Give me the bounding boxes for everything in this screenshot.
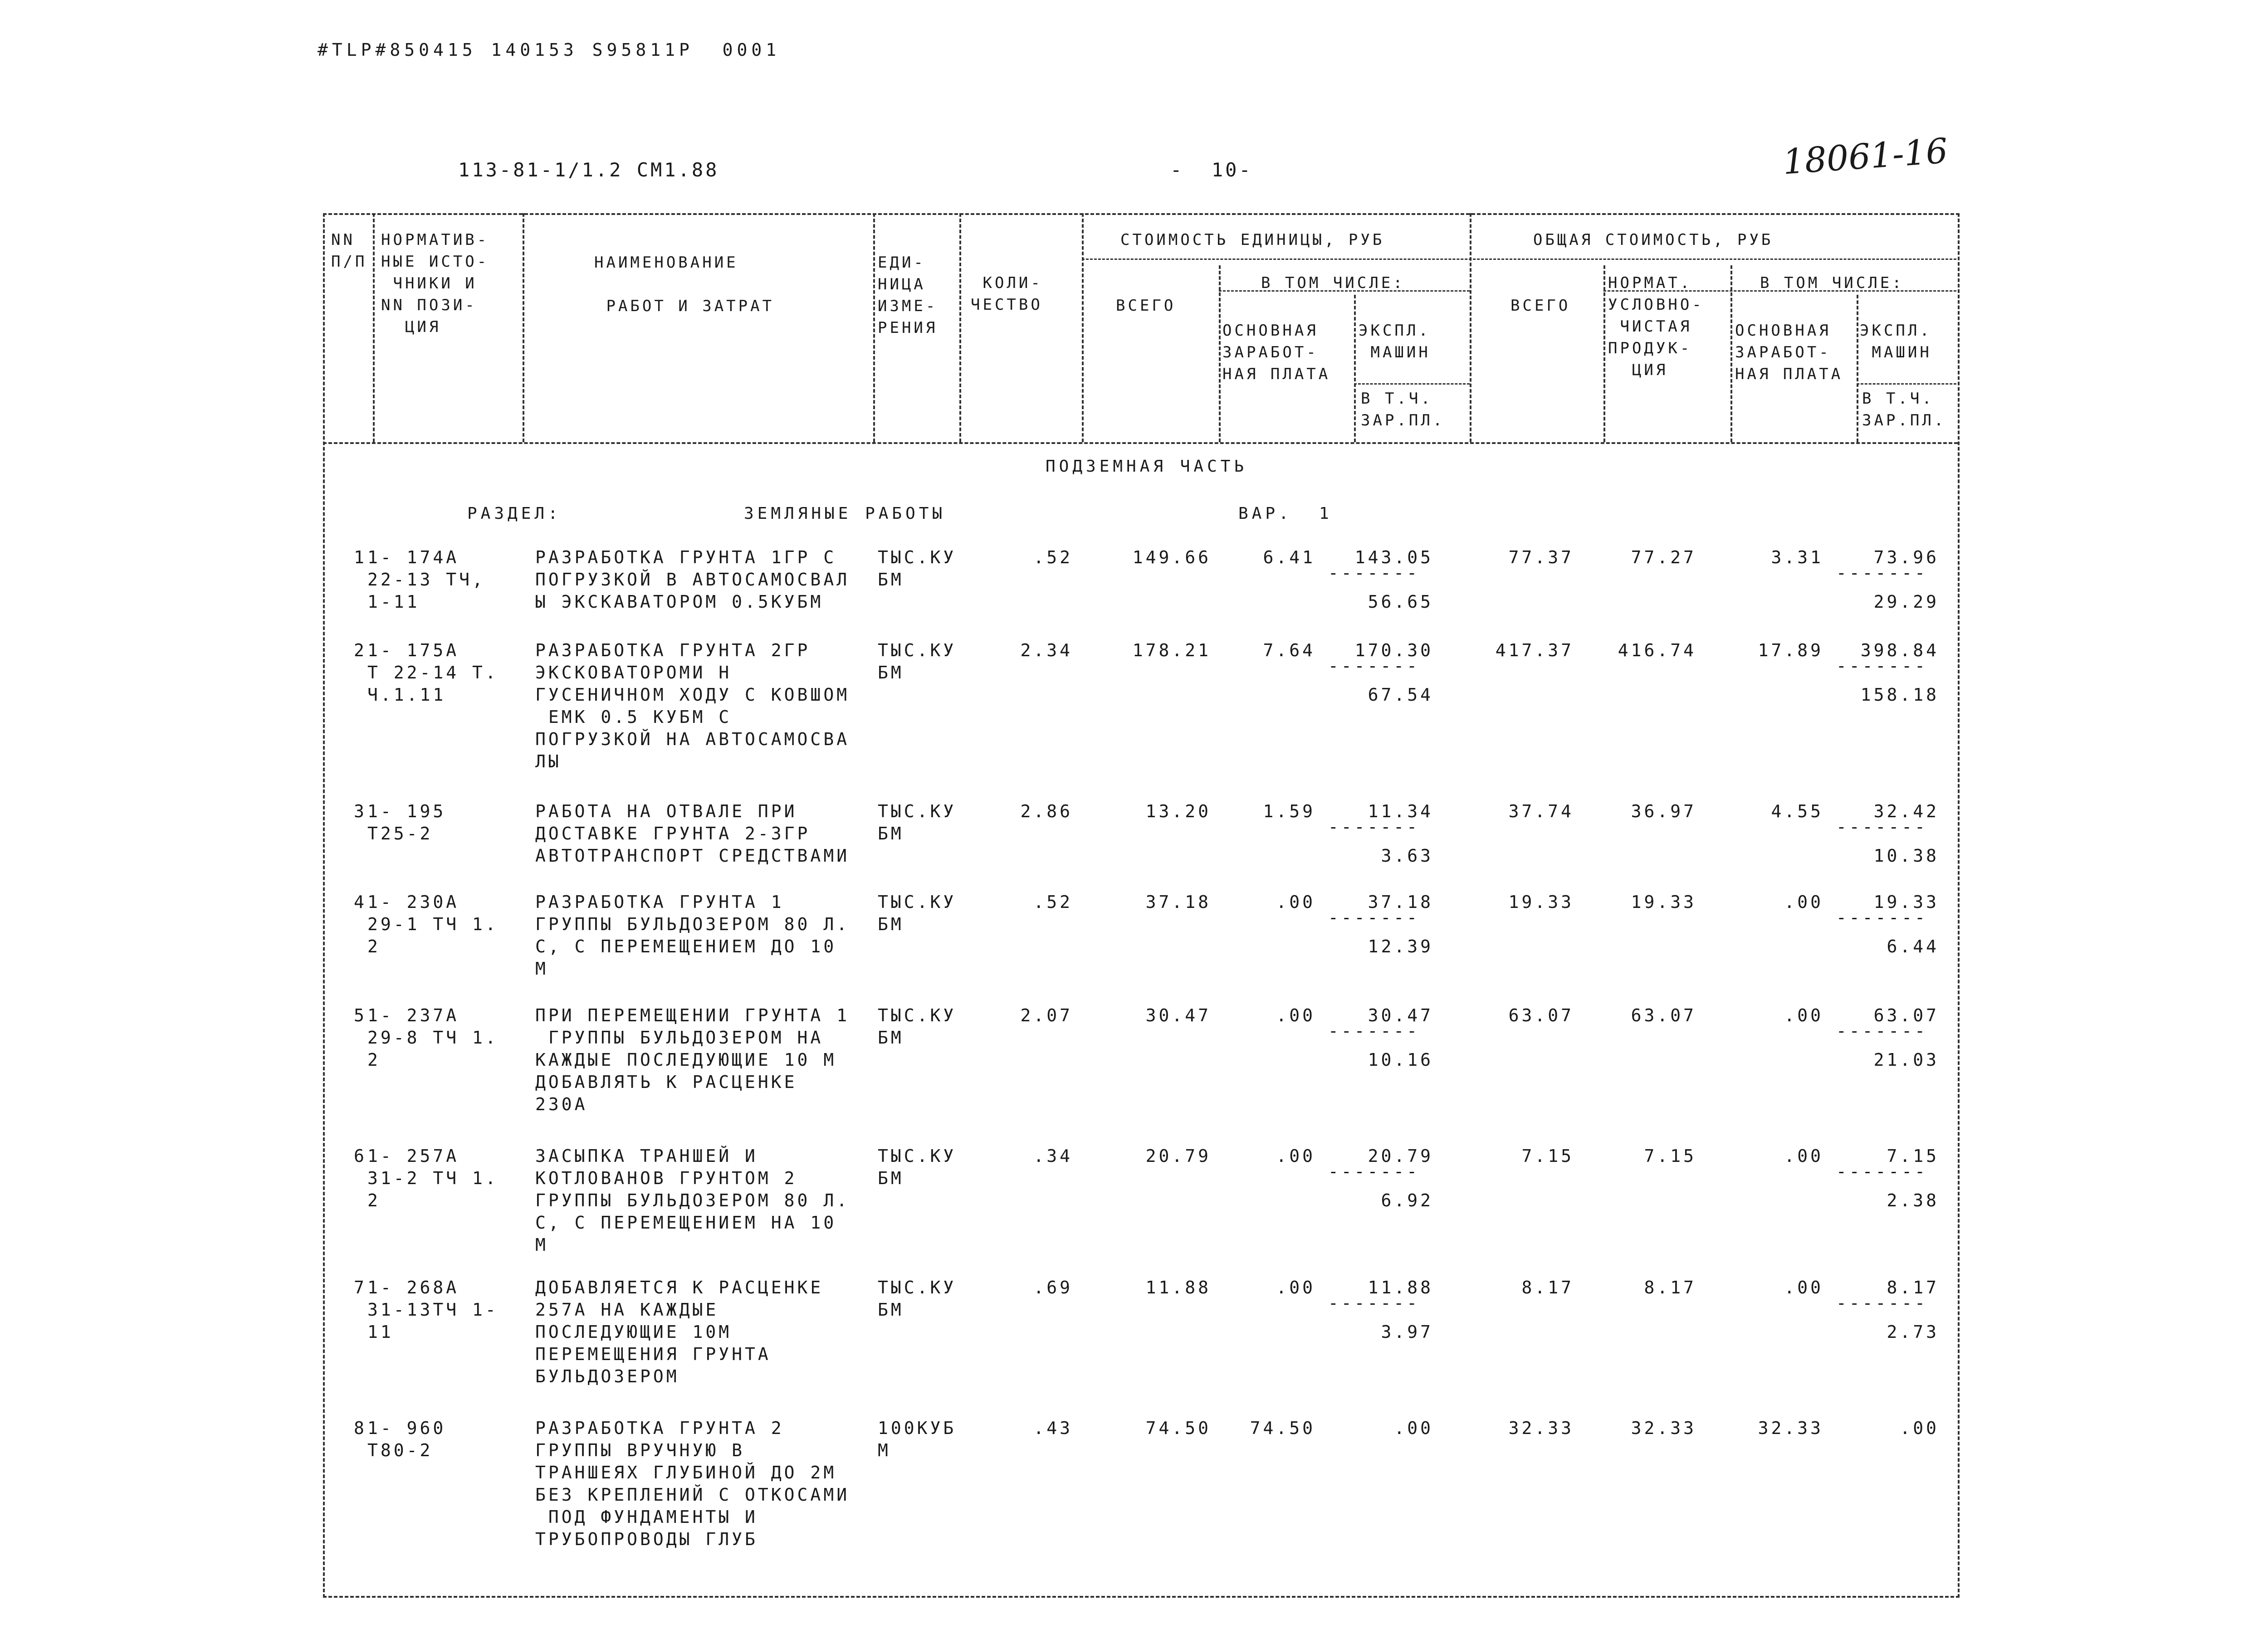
row-unit-separator: ------- [1328, 1293, 1420, 1313]
row-unit-machine-wage: 67.54 [1368, 685, 1433, 705]
divider [1470, 213, 1471, 442]
row-unit-machine: 170.30 [1354, 640, 1433, 660]
system-line: #TLP#850415 140153 S95811P 0001 [318, 40, 781, 60]
row-total-machine: 19.33 [1873, 892, 1939, 912]
header-norm-clean: НОРМАТ. УСЛОВНО- ЧИСТАЯ ПРОДУК- ЦИЯ [1608, 274, 1704, 379]
header-total-machine: ЭКСПЛ. МАШИН [1860, 322, 1932, 361]
row-unit-wage: 6.41 [1263, 547, 1315, 567]
row-total-machine-wage: 6.44 [1887, 937, 1939, 956]
header-total-incl: В ТОМ ЧИСЛЕ: [1760, 274, 1904, 292]
row-total-machine-wage: 158.18 [1860, 685, 1939, 705]
row-total: 7.15 [1521, 1146, 1574, 1166]
row-number: 1 [354, 547, 367, 567]
razdel-label: РАЗДЕЛ: [467, 504, 562, 523]
row-norm-clean: 77.27 [1631, 547, 1696, 567]
header-norm: НОРМАТИВ- НЫЕ ИСТО- ЧНИКИ И NN ПОЗИ- ЦИЯ [381, 231, 489, 336]
header-unit-cost: СТОИМОСТЬ ЕДИНИЦЫ, РУБ [1120, 231, 1385, 249]
row-norm-source: 1- 960 Т80-2 [367, 1418, 446, 1460]
row-total-separator: ------- [1836, 1293, 1928, 1313]
row-unit-separator: ------- [1328, 817, 1420, 837]
variant-label: ВАР. 1 [1238, 504, 1333, 523]
divider [1603, 265, 1605, 442]
row-total: 19.33 [1508, 892, 1574, 912]
row-quantity: 2.07 [1020, 1005, 1073, 1025]
row-total-machine: 7.15 [1887, 1146, 1939, 1166]
row-unit-total: 30.47 [1145, 1005, 1211, 1025]
row-quantity: .34 [1033, 1146, 1073, 1166]
row-unit: ТЫС.КУ БМ [878, 547, 957, 590]
row-norm-source: 1- 237А 29-8 ТЧ 1. 2 [367, 1005, 499, 1070]
row-total: 32.33 [1508, 1418, 1574, 1438]
row-total-separator: ------- [1836, 656, 1928, 676]
handwritten-number: 18061-16 [1781, 130, 1949, 182]
row-unit-total: 13.20 [1145, 801, 1211, 821]
row-norm-clean: 19.33 [1631, 892, 1696, 912]
row-total: 63.07 [1508, 1005, 1574, 1025]
row-norm-source: 1- 175А Т 22-14 Т. Ч.1.11 [367, 640, 499, 705]
row-unit-machine-wage: 10.16 [1368, 1050, 1433, 1070]
row-norm-source: 1- 195 Т25-2 [367, 801, 446, 844]
row-total-machine-wage: 10.38 [1873, 846, 1939, 866]
row-number: 6 [354, 1146, 367, 1166]
row-unit-wage: 74.50 [1250, 1418, 1315, 1438]
header-name: НАИМЕНОВАНИЕ РАБОТ И ЗАТРАТ [594, 254, 775, 315]
row-total: 77.37 [1508, 547, 1574, 567]
row-unit-wage: 1.59 [1263, 801, 1315, 821]
row-number: 8 [354, 1418, 367, 1438]
page-number: - 10- [1170, 159, 1253, 181]
row-unit-machine-wage: 56.65 [1368, 592, 1433, 612]
row-total-machine: .00 [1900, 1418, 1939, 1438]
row-number: 5 [354, 1005, 367, 1025]
row-total-machine: 63.07 [1873, 1005, 1939, 1025]
row-unit-total: 11.88 [1145, 1278, 1211, 1297]
header-num: NN П/П [331, 231, 367, 271]
row-unit: ТЫС.КУ БМ [878, 1005, 957, 1048]
row-total-separator: ------- [1836, 907, 1928, 927]
row-number: 3 [354, 801, 367, 821]
row-total: 8.17 [1521, 1278, 1574, 1297]
header-total-incl-wage: В Т.Ч. ЗАР.ПЛ. [1862, 390, 1946, 429]
row-unit-separator: ------- [1328, 1161, 1420, 1181]
row-quantity: 2.86 [1020, 801, 1073, 821]
row-unit-machine-wage: 6.92 [1381, 1190, 1433, 1210]
row-total-wage: .00 [1784, 1005, 1823, 1025]
row-total-wage: .00 [1784, 892, 1823, 912]
row-total-separator: ------- [1836, 563, 1928, 583]
row-total-wage: 32.33 [1758, 1418, 1823, 1438]
row-total-machine: 8.17 [1887, 1278, 1939, 1297]
row-total: 417.37 [1495, 640, 1574, 660]
row-unit-machine: 37.18 [1368, 892, 1433, 912]
row-quantity: .69 [1033, 1278, 1073, 1297]
row-total: 37.74 [1508, 801, 1574, 821]
row-norm-source: 1- 257А 31-2 ТЧ 1. 2 [367, 1146, 499, 1210]
row-norm-source: 1- 230А 29-1 ТЧ 1. 2 [367, 892, 499, 956]
row-quantity: .43 [1033, 1418, 1073, 1438]
row-unit-machine: 20.79 [1368, 1146, 1433, 1166]
group-rule [1082, 259, 1956, 260]
divider [873, 213, 875, 442]
row-number: 4 [354, 892, 367, 912]
row-quantity: .52 [1033, 892, 1073, 912]
header-bottom-rule [323, 442, 1958, 444]
row-unit-wage: .00 [1276, 1146, 1315, 1166]
row-unit-separator: ------- [1328, 907, 1420, 927]
row-unit-machine-wage: 3.63 [1381, 846, 1433, 866]
document-reference: 113-81-1/1.2 СМ1.88 [458, 159, 719, 181]
divider [1354, 295, 1356, 442]
header-total-total: ВСЕГО [1510, 297, 1571, 315]
divider [373, 213, 375, 442]
row-unit-total: 149.66 [1132, 547, 1211, 567]
row-total-machine-wage: 21.03 [1873, 1050, 1939, 1070]
row-unit-wage: .00 [1276, 1005, 1315, 1025]
razdel-name: ЗЕМЛЯНЫЕ РАБОТЫ [744, 504, 946, 523]
row-number: 7 [354, 1278, 367, 1297]
row-total-machine: 73.96 [1873, 547, 1939, 567]
divider [1730, 265, 1732, 442]
row-total-wage: 17.89 [1758, 640, 1823, 660]
header-unit-machine: ЭКСПЛ. МАШИН [1359, 322, 1431, 361]
row-unit-separator: ------- [1328, 563, 1420, 583]
header-unit: ЕДИ- НИЦА ИЗМЕ- РЕНИЯ [878, 254, 938, 337]
row-norm-source: 1- 268А 31-13ТЧ 1- 11 [367, 1278, 499, 1342]
section-title: ПОДЗЕМНАЯ ЧАСТЬ [1046, 457, 1248, 476]
row-unit-machine: 143.05 [1354, 547, 1433, 567]
row-unit-total: 74.50 [1145, 1418, 1211, 1438]
row-unit-total: 178.21 [1132, 640, 1211, 660]
header-total-cost: ОБЩАЯ СТОИМОСТЬ, РУБ [1533, 231, 1774, 249]
row-norm-clean: 7.15 [1644, 1146, 1696, 1166]
row-unit-wage: .00 [1276, 1278, 1315, 1297]
row-norm-source: 1- 174А 22-13 ТЧ, 1-11 [367, 547, 485, 612]
row-unit-wage: .00 [1276, 892, 1315, 912]
row-total-machine: 398.84 [1860, 640, 1939, 660]
row-work-name: ДОБАВЛЯЕТСЯ К РАСЦЕНКЕ 257А НА КАЖДЫЕ ПОСЛЕДУЮЩИЕ 10М ПЕРЕМЕЩЕНИЯ ГРУНТА БУЛЬДОЗЕРОМ [535, 1278, 824, 1386]
row-total-wage: 3.31 [1771, 547, 1823, 567]
row-norm-clean: 8.17 [1644, 1278, 1696, 1297]
row-total-wage: .00 [1784, 1278, 1823, 1297]
row-unit-separator: ------- [1328, 656, 1420, 676]
header-unit-incl-wage: В Т.Ч. ЗАР.ПЛ. [1361, 390, 1445, 429]
row-unit-machine: 30.47 [1368, 1005, 1433, 1025]
row-total-separator: ------- [1836, 1161, 1928, 1181]
sub-rule [1857, 383, 1956, 385]
row-total-separator: ------- [1836, 1021, 1928, 1041]
header-unit-incl: В ТОМ ЧИСЛЕ: [1261, 274, 1405, 292]
row-work-name: РАЗРАБОТКА ГРУНТА 2ГР ЭКСКОВАТОРОМИ Н ГУСЕНИЧНОМ ХОДУ С КОВШОМ ЕМК 0.5 КУБМ С ПОГРУЗКОЙ НА АВТОСАМОСВА ЛЫ [535, 640, 850, 771]
row-unit: ТЫС.КУ БМ [878, 801, 957, 844]
divider [959, 213, 961, 442]
row-unit-machine: .00 [1394, 1418, 1433, 1438]
divider [523, 213, 524, 442]
row-total-machine: 32.42 [1873, 801, 1939, 821]
sub-rule [1354, 383, 1470, 385]
row-unit-machine: 11.34 [1368, 801, 1433, 821]
row-work-name: РАЗРАБОТКА ГРУНТА 1 ГРУППЫ БУЛЬДОЗЕРОМ 80 Л. С, С ПЕРЕМЕЩЕНИЕМ ДО 10 М [535, 892, 850, 979]
row-total-wage: 4.55 [1771, 801, 1823, 821]
row-work-name: РАЗРАБОТКА ГРУНТА 2 ГРУППЫ ВРУЧНУЮ В ТРАНШЕЯХ ГЛУБИНОЙ ДО 2М БЕЗ КРЕПЛЕНИЙ С ОТКОСАМИ ПОД ФУНДАМЕНТЫ И ТРУБОПРОВОДЫ ГЛУБ [535, 1418, 850, 1549]
header-qty: КОЛИ- ЧЕСТВО [971, 274, 1043, 314]
row-unit-total: 37.18 [1145, 892, 1211, 912]
row-unit-separator: ------- [1328, 1021, 1420, 1041]
row-total-machine-wage: 29.29 [1873, 592, 1939, 612]
row-total-machine-wage: 2.73 [1887, 1322, 1939, 1342]
row-norm-clean: 36.97 [1631, 801, 1696, 821]
row-unit: ТЫС.КУ БМ [878, 892, 957, 934]
row-unit-total: 20.79 [1145, 1146, 1211, 1166]
divider [1857, 295, 1858, 442]
row-unit: ТЫС.КУ БМ [878, 1278, 957, 1320]
row-unit-wage: 7.64 [1263, 640, 1315, 660]
header-unit-wage: ОСНОВНАЯ ЗАРАБОТ- НАЯ ПЛАТА [1222, 322, 1331, 383]
row-unit-machine: 11.88 [1368, 1278, 1433, 1297]
row-quantity: 2.34 [1020, 640, 1073, 660]
divider [1082, 213, 1084, 442]
row-total-wage: .00 [1784, 1146, 1823, 1166]
row-unit: 100КУБ М [878, 1418, 957, 1460]
divider [1219, 265, 1221, 442]
row-norm-clean: 32.33 [1631, 1418, 1696, 1438]
row-norm-clean: 63.07 [1631, 1005, 1696, 1025]
row-work-name: РАЗРАБОТКА ГРУНТА 1ГР С ПОГРУЗКОЙ В АВТОСАМОСВАЛ Ы ЭКСКАВАТОРОМ 0.5КУБМ [535, 547, 850, 612]
row-number: 2 [354, 640, 367, 660]
row-work-name: ЗАСЫПКА ТРАНШЕЙ И КОТЛОВАНОВ ГРУНТОМ 2 ГРУППЫ БУЛЬДОЗЕРОМ 80 Л. С, С ПЕРЕМЕЩЕНИЕМ НА 10 М [535, 1146, 850, 1255]
row-unit: ТЫС.КУ БМ [878, 640, 957, 683]
row-work-name: ПРИ ПЕРЕМЕЩЕНИИ ГРУНТА 1 ГРУППЫ БУЛЬДОЗЕРОМ НА КАЖДЫЕ ПОСЛЕДУЮЩИЕ 10 М ДОБАВЛЯТЬ К РАСЦЕНКЕ 230А [535, 1005, 850, 1114]
row-work-name: РАБОТА НА ОТВАЛЕ ПРИ ДОСТАВКЕ ГРУНТА 2-3ГР АВТОТРАНСПОРТ СРЕДСТВАМИ [535, 801, 850, 866]
row-unit: ТЫС.КУ БМ [878, 1146, 957, 1188]
row-unit-machine-wage: 3.97 [1381, 1322, 1433, 1342]
header-total-wage: ОСНОВНАЯ ЗАРАБОТ- НАЯ ПЛАТА [1735, 322, 1843, 383]
header-unit-total: ВСЕГО [1116, 297, 1176, 315]
row-unit-machine-wage: 12.39 [1368, 937, 1433, 956]
row-total-machine-wage: 2.38 [1887, 1190, 1939, 1210]
row-total-separator: ------- [1836, 817, 1928, 837]
row-quantity: .52 [1033, 547, 1073, 567]
row-norm-clean: 416.74 [1618, 640, 1696, 660]
